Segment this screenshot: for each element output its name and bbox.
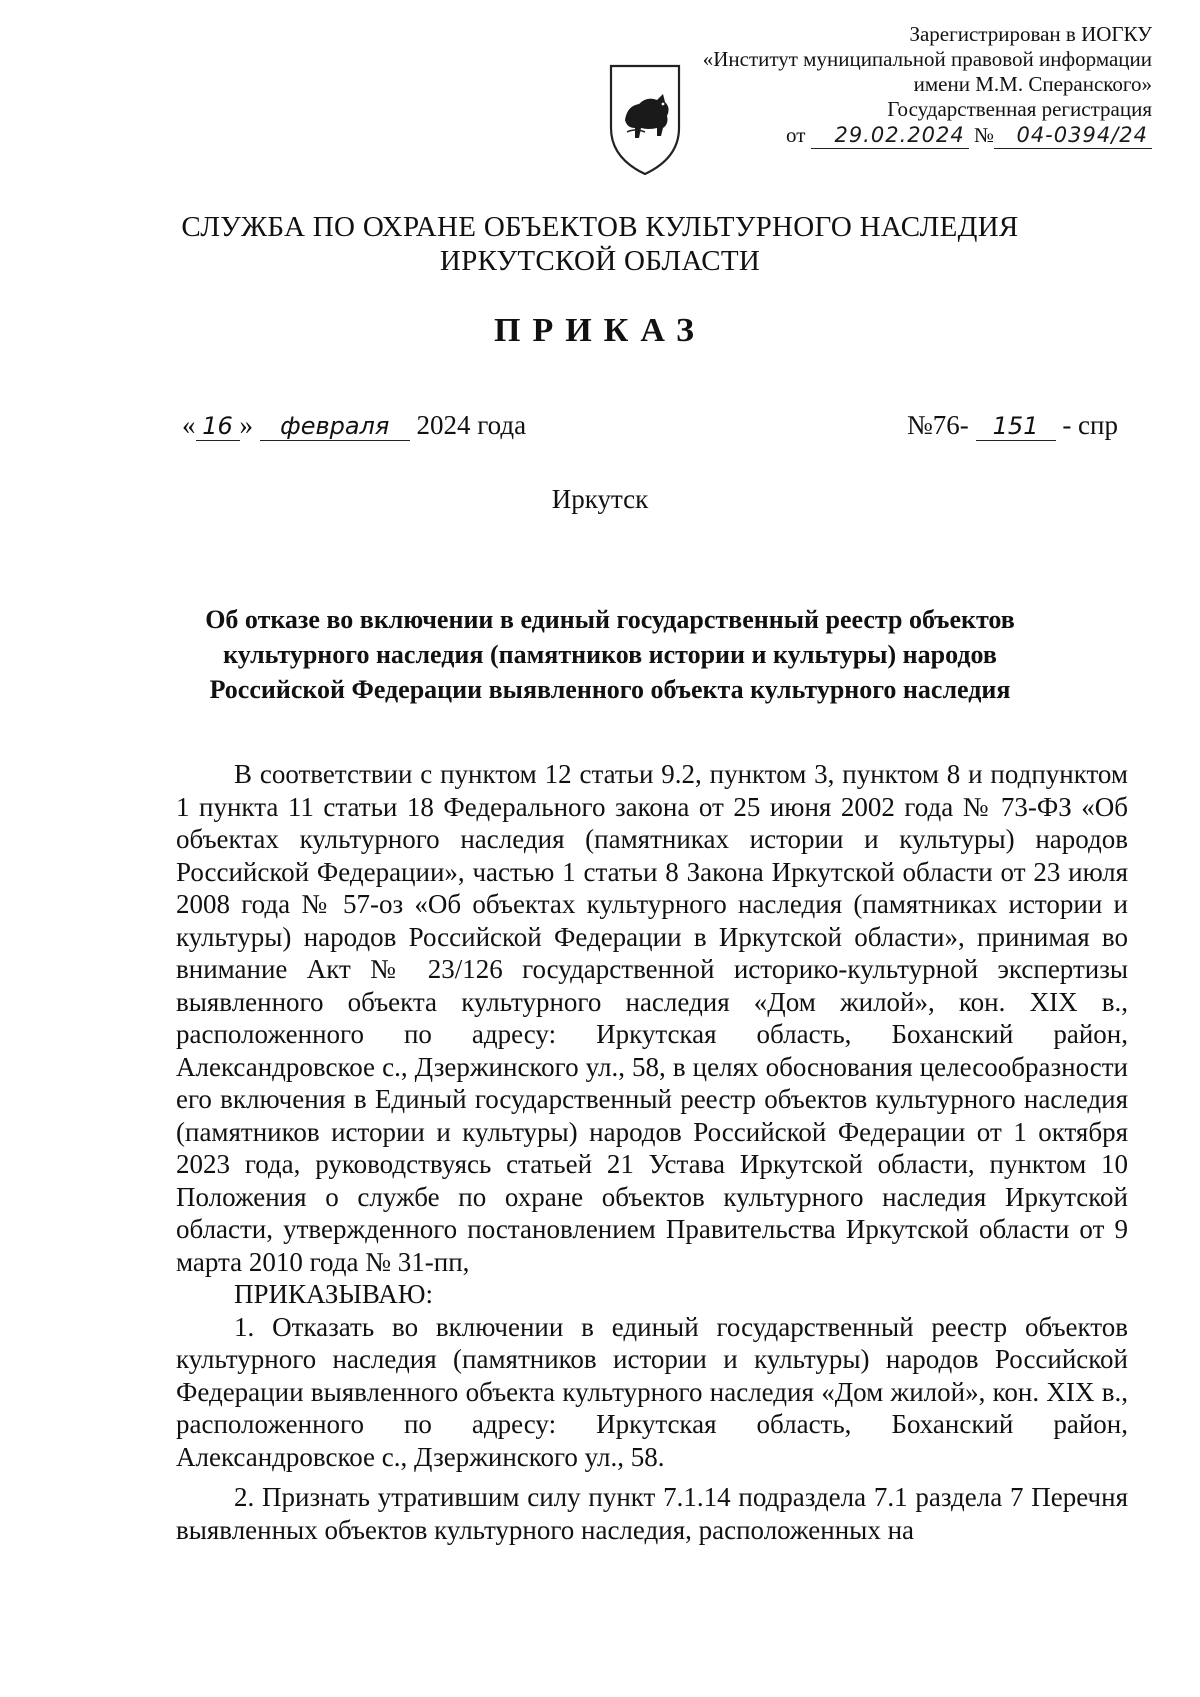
registration-line: Зарегистрирован в ИОГКУ [909, 22, 1152, 46]
quote-close: » [239, 410, 253, 440]
organization-line: ИРКУТСКОЙ ОБЛАСТИ [439, 245, 761, 277]
order-title-line: культурного наследия (памятников истории и культуры) народов [223, 640, 997, 669]
registration-line: имени М.М. Сперанского» [913, 72, 1152, 96]
registration-number-handwritten: 04-0394/24 [994, 123, 1152, 149]
city-name: Иркутск [551, 484, 649, 514]
order-number-suffix: - спр [1062, 410, 1118, 440]
order-year: 2024 года [416, 410, 527, 440]
registration-line: «Институт муниципальной правовой информации [702, 47, 1152, 71]
order-day-handwritten: 16 [196, 412, 240, 441]
order-number-prefix: №76- [907, 410, 969, 440]
order-word: ПРИКАЗЫВАЮ: [234, 1279, 433, 1309]
registration-date-handwritten: 29.02.2024 [811, 123, 969, 149]
registration-date-prefix: от [786, 123, 806, 147]
order-title-line: Об отказе во включении в единый государственный реестр объектов [205, 605, 1015, 634]
order-item-2: 2. Признать утратившим силу пункт 7.1.14 подраздела 7.1 раздела 7 Перечня выявленных объектов культурного наследия, расположенных на [176, 1482, 1128, 1545]
order-number-handwritten: 151 [976, 412, 1056, 441]
registration-line: Государственная регистрация [887, 97, 1152, 121]
organization-heading [0, 210, 1200, 278]
registration-number-prefix: № [973, 123, 994, 147]
organization-line: СЛУЖБА ПО ОХРАНЕ ОБЪЕКТОВ КУЛЬТУРНОГО НАСЛЕДИЯ [181, 211, 1019, 243]
preamble-paragraph: В соответствии с пунктом 12 статьи 9.2, пунктом 3, пунктом 8 и подпунктом 1 пункта 11 статьи 18 Федерального закона от 25 июня 2002 года № 73-ФЗ «Об объектах культурного наследия (памятниках истории и культуры) народов Российской Федерации», частью 1 статьи 8 Закона Иркутской области от 23 июля 2008 года № 57-оз «Об объектах культурного наследия (памятниках истории и культуры) народов Российской Федерации в Иркутской области», принимая во внимание Акт № 23/126 государственной историко-культурной экспертизы выявленного объекта культурного наследия «Дом жилой», кон. XIX в., расположенного по адресу: Иркутская область, Боханский район, Александровское с., Дзержинского ул., 58, в целях обоснования целесообразности его включения в Единый государственный реестр объектов культурного наследия (памятников истории и культуры) народов Российской Федерации от 1 октября 2023 года, руководствуясь статьей 21 Устава Иркутской области, пунктом 10 Положения о службе по охране объектов культурного наследия Иркутской области, утвержденного постановлением Правительства Иркутской области от 9 марта 2010 года № 31-пп, [176, 759, 1128, 1277]
order-month-handwritten: февраля [260, 412, 410, 441]
order-date [182, 410, 526, 441]
document-type-title: ПРИКАЗ [494, 312, 706, 349]
order-title-line: Российской Федерации выявленного объекта культурного наследия [209, 675, 1011, 704]
order-number [907, 410, 1118, 441]
order-item-1: 1. Отказать во включении в единый государственный реестр объектов культурного наследия (памятников истории и культуры) народов Российской Федерации выявленного объекта культурного наследия «Дом жилой», кон. XIX в., расположенного по адресу: Иркутская область, Боханский район, Александровское с., Дзержинского ул., 58. [176, 1311, 1128, 1472]
order-body [176, 758, 1128, 1546]
coat-of-arms-icon [605, 58, 685, 178]
quote-open: « [182, 410, 196, 440]
order-title [130, 602, 1090, 707]
